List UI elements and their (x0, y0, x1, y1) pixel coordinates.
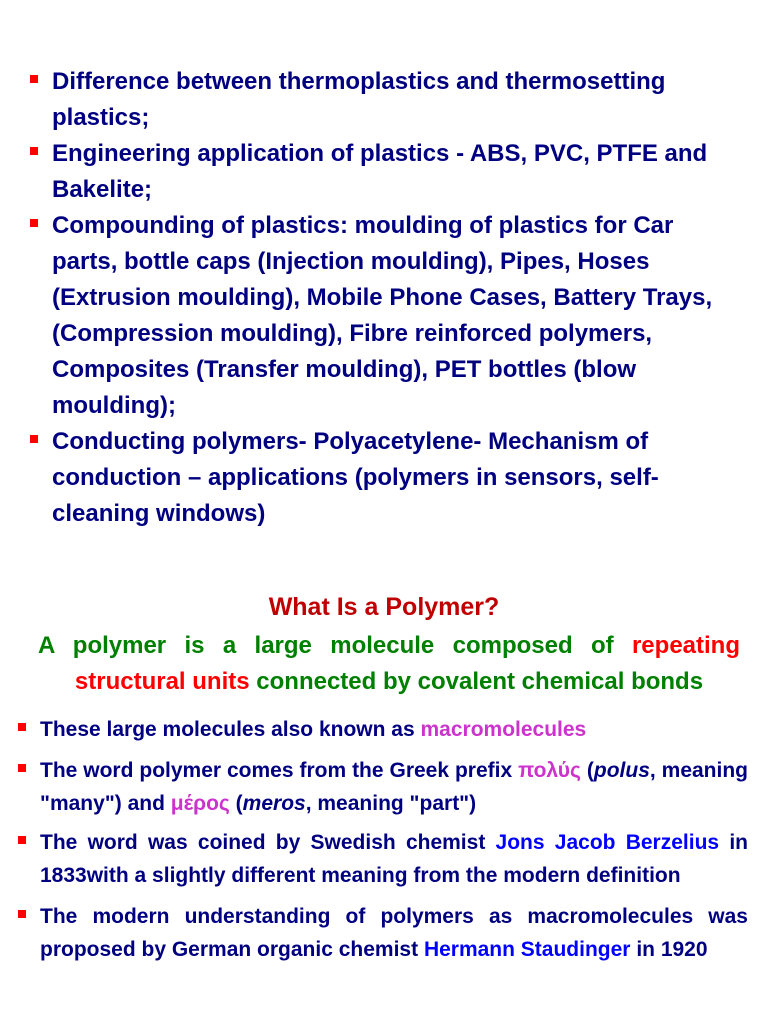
square-bullet-icon (18, 836, 26, 844)
person-name: Jons Jacob Berzelius (495, 831, 720, 854)
list-item (30, 208, 740, 424)
list-item (30, 64, 740, 136)
transliteration: meros (242, 792, 306, 815)
definition-emphasis: repeating structural units (74, 632, 740, 695)
definition-text: connected by covalent chemical bonds (249, 668, 704, 695)
topic-text: Difference between thermoplastics and thermosetting plastics; (52, 68, 666, 131)
topic-text: Compounding of plastics: moulding of plastics for Car parts, bottle caps (Injection moulding), Pipes, Hoses (Extrusion moulding), Mobile Phone Cases, Battery Trays, (Compression moulding), Fibre reinforced polymers, Composites (Transfer moulding), PET bottles (blow moulding); (52, 212, 713, 419)
fact-text: The word was coined by Swedish chemist Jons Jacob Berzelius in 1833with a slightly different meaning from the modern definition (40, 831, 748, 887)
square-bullet-icon (30, 147, 38, 155)
square-bullet-icon (30, 219, 38, 227)
greek-term: πολύς (518, 759, 581, 782)
person-name: Hermann Staudinger (423, 938, 631, 961)
polymer-definition (38, 628, 740, 700)
topic-text: Conducting polymers- Polyacetylene- Mechanism of conduction – applications (polymers in sensors, self-cleaning windows) (52, 428, 659, 527)
square-bullet-icon (18, 910, 26, 918)
topics-list (30, 64, 740, 532)
square-bullet-icon (18, 764, 26, 772)
fact-text: The modern understanding of polymers as macromolecules was proposed by German organic chemist Hermann Staudinger in 1920 (40, 905, 748, 961)
definition-text: A polymer is a large molecule composed of (38, 632, 632, 659)
facts-list (18, 713, 748, 966)
square-bullet-icon (18, 723, 26, 731)
list-item (30, 424, 740, 532)
greek-term: μέρος (170, 792, 230, 815)
list-item (30, 136, 740, 208)
fact-text: These large molecules also known as macromolecules (40, 718, 587, 741)
section-heading: What Is a Polymer? (268, 593, 500, 621)
transliteration: polus (593, 759, 650, 782)
fact-text: The word polymer comes from the Greek prefix πολύς (polus, meaning "many") and μέρος (meros, meaning "part") (40, 759, 748, 815)
list-item (18, 900, 748, 966)
list-item (18, 826, 748, 892)
term-macromolecules: macromolecules (420, 718, 587, 741)
square-bullet-icon (30, 75, 38, 83)
topic-text: Engineering application of plastics - ABS, PVC, PTFE and Bakelite; (52, 140, 708, 203)
list-item (18, 754, 748, 820)
list-item (18, 713, 748, 746)
square-bullet-icon (30, 435, 38, 443)
